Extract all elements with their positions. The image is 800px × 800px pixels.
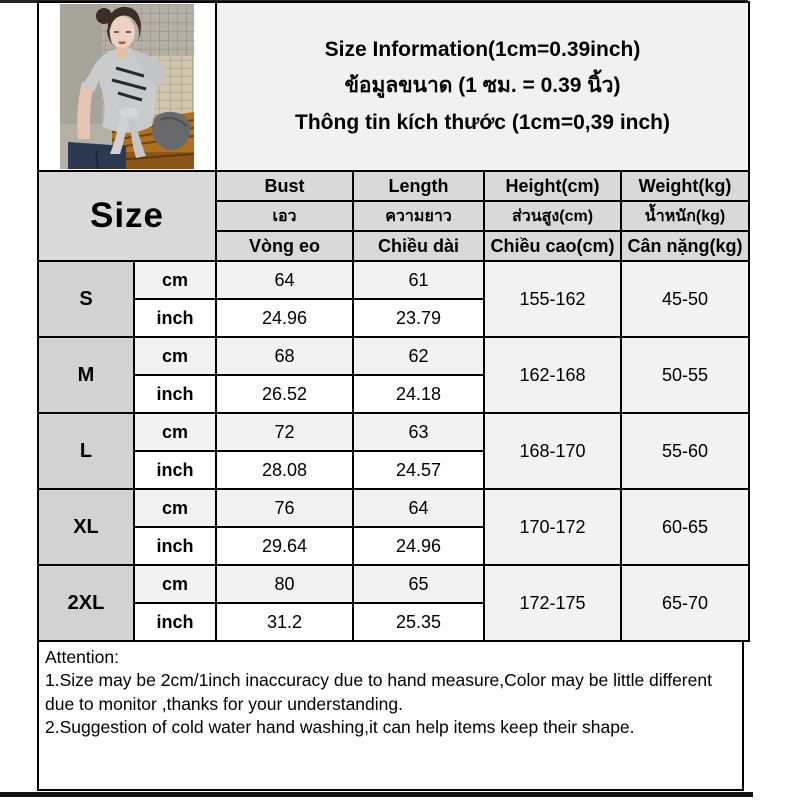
weight-range-value: 50-55 (621, 337, 749, 413)
column-header-weight-vi: Cân nặng(kg) (621, 231, 749, 261)
title-thai: ข้อมูลขนาด (1 ซม. = 0.39 นิ้ว) (344, 74, 621, 98)
bust-inch-value: 28.08 (216, 451, 353, 489)
product-photo-cell (38, 2, 216, 171)
length-cm-value: 64 (353, 489, 484, 527)
column-header-height-en: Height(cm) (484, 171, 621, 201)
size-table (37, 1, 750, 642)
unit-label-inch: inch (134, 527, 216, 565)
weight-range-value: 45-50 (621, 261, 749, 337)
size-row-label-2xl: 2XL (38, 565, 134, 641)
height-range-value: 162-168 (484, 337, 621, 413)
length-inch-value: 24.18 (353, 375, 484, 413)
bust-cm-value: 80 (216, 565, 353, 603)
bottom-border-line (0, 792, 753, 797)
length-inch-value: 23.79 (353, 299, 484, 337)
unit-label-cm: cm (134, 565, 216, 603)
height-range-value: 155-162 (484, 261, 621, 337)
unit-label-cm: cm (134, 489, 216, 527)
attention-note-1: 1.Size may be 2cm/1inch inaccuracy due to hand measure,Color may be little different due to monitor ,thanks for your understanding. (45, 670, 712, 714)
height-range-value: 168-170 (484, 413, 621, 489)
size-corner-header: Size (38, 171, 216, 261)
length-inch-value: 24.57 (353, 451, 484, 489)
column-header-length-th: ความยาว (353, 201, 484, 231)
bust-cm-value: 72 (216, 413, 353, 451)
length-cm-value: 63 (353, 413, 484, 451)
height-range-value: 172-175 (484, 565, 621, 641)
title-cell (216, 2, 749, 171)
bust-inch-value: 31.2 (216, 603, 353, 641)
bust-cm-value: 76 (216, 489, 353, 527)
title-english: Size Information(1cm=0.39inch) (324, 37, 641, 61)
size-row-label-xl: XL (38, 489, 134, 565)
length-inch-value: 25.35 (353, 603, 484, 641)
column-header-height-vi: Chiều cao(cm) (484, 231, 621, 261)
size-row-label-l: L (38, 413, 134, 489)
attention-notes (37, 642, 744, 791)
size-chart-panel (37, 1, 750, 791)
column-header-bust-th: เอว (216, 201, 353, 231)
unit-label-cm: cm (134, 261, 216, 299)
column-header-height-th: ส่วนสูง(cm) (484, 201, 621, 231)
size-row-label-m: M (38, 337, 134, 413)
length-cm-value: 62 (353, 337, 484, 375)
height-range-value: 170-172 (484, 489, 621, 565)
title-vietnamese: Thông tin kích thước (1cm=0,39 inch) (295, 110, 670, 134)
unit-label-inch: inch (134, 299, 216, 337)
column-header-weight-en: Weight(kg) (621, 171, 749, 201)
unit-label-cm: cm (134, 413, 216, 451)
weight-range-value: 65-70 (621, 565, 749, 641)
attention-note-2: 2.Suggestion of cold water hand washing,it can help items keep their shape. (45, 716, 635, 737)
unit-label-inch: inch (134, 603, 216, 641)
column-header-bust-vi: Vòng eo (216, 231, 353, 261)
column-header-bust-en: Bust (216, 171, 353, 201)
bust-cm-value: 64 (216, 261, 353, 299)
unit-label-cm: cm (134, 337, 216, 375)
bust-inch-value: 26.52 (216, 375, 353, 413)
length-cm-value: 61 (353, 261, 484, 299)
size-row-label-s: S (38, 261, 134, 337)
attention-heading: Attention: (45, 647, 119, 667)
unit-label-inch: inch (134, 451, 216, 489)
unit-label-inch: inch (134, 375, 216, 413)
column-header-length-en: Length (353, 171, 484, 201)
bust-inch-value: 29.64 (216, 527, 353, 565)
weight-range-value: 60-65 (621, 489, 749, 565)
length-inch-value: 24.96 (353, 527, 484, 565)
column-header-length-vi: Chiều dài (353, 231, 484, 261)
model-photo-illustration (60, 4, 194, 169)
length-cm-value: 65 (353, 565, 484, 603)
bust-cm-value: 68 (216, 337, 353, 375)
column-header-weight-th: น้ำหนัก(kg) (621, 201, 749, 231)
bust-inch-value: 24.96 (216, 299, 353, 337)
weight-range-value: 55-60 (621, 413, 749, 489)
product-photo (60, 4, 194, 169)
